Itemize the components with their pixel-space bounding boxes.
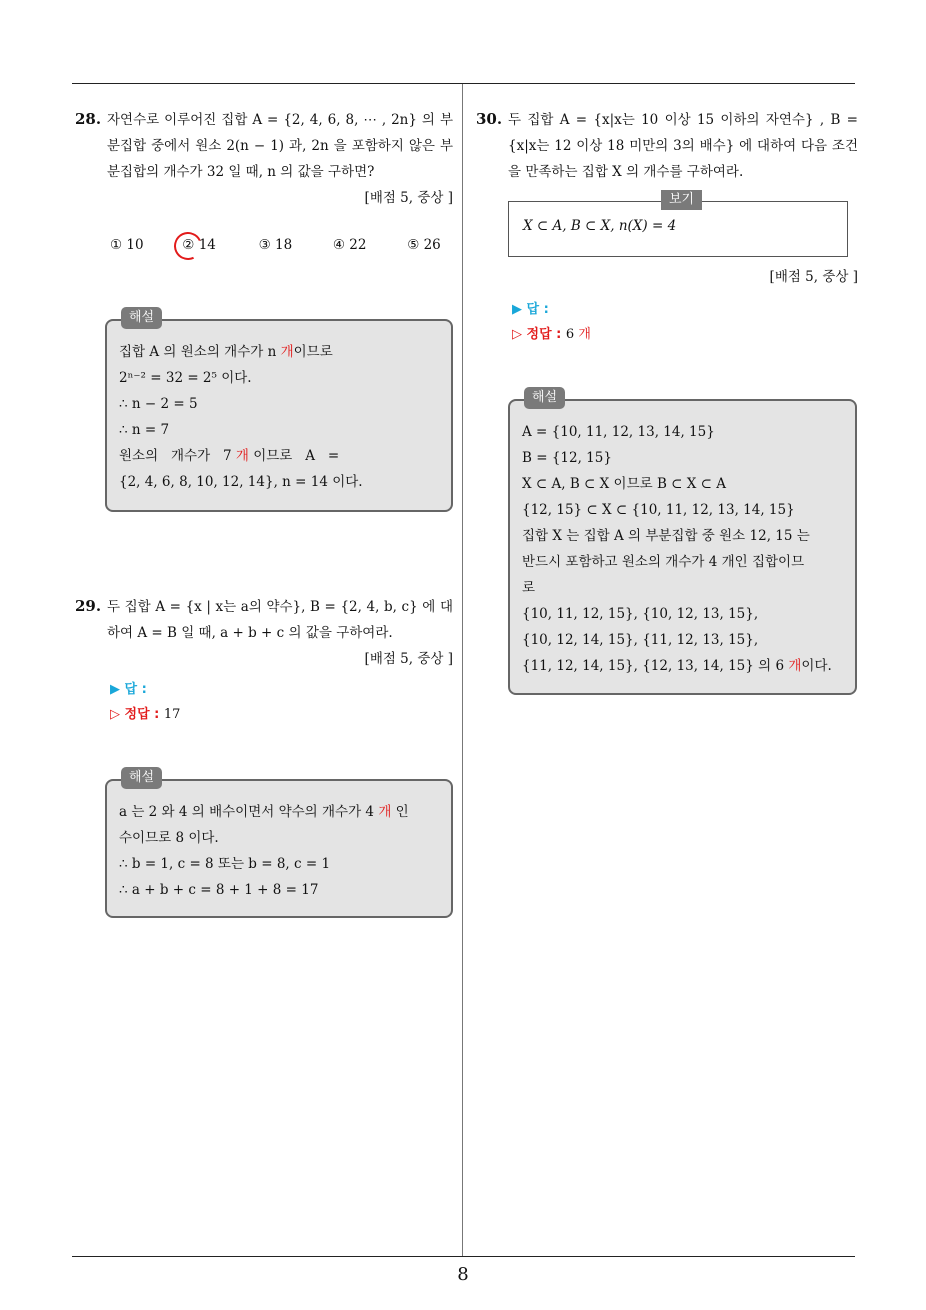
question-text: 두 집합 A = {x | x는 a의 약수}, B = {2, 4, b, c} 에 대하여 A = B 일 때, a + b + c 의 값을 구하여라. [107, 599, 453, 641]
solution-line: 집합 X 는 집합 A 의 부분집합 중 원소 12, 15 는 [522, 528, 810, 544]
question-number: 30. [476, 110, 503, 128]
answer-label: ▶ 답 : [110, 682, 147, 697]
solution-tag: 해설 [524, 387, 565, 409]
solution-box-29 [105, 770, 453, 918]
solution-line: ∴ b = 1, c = 8 또는 b = 8, c = 1 [119, 856, 331, 872]
solution-line: ∴ n = 7 [119, 422, 170, 438]
solution-line: {12, 15} ⊂ X ⊂ {10, 11, 12, 13, 14, 15} [522, 502, 795, 518]
question-number: 28. [75, 110, 102, 128]
choice-5[interactable]: ⑤ 26 [407, 237, 441, 253]
solution-line: {10, 11, 12, 15}, {10, 12, 13, 15}, [522, 606, 759, 622]
solution-line: ∴ a + b + c = 8 + 1 + 8 = 17 [119, 882, 319, 898]
answer-choices [110, 237, 441, 253]
solution-line: 수이므로 8 이다. [119, 830, 219, 846]
answer-label: ▶ 답 : [512, 302, 549, 317]
column-divider [462, 84, 463, 1257]
condition-tag: 보기 [661, 190, 702, 210]
solution-line: 반드시 포함하고 원소의 개수가 4 개인 집합이므 [522, 554, 805, 570]
solution-line: {11, 12, 14, 15}, {12, 13, 14, 15} 의 6 개이다. [522, 658, 832, 674]
question-text: 두 집합 A = {x|x는 10 이상 15 이하의 자연수} , B = {x|x는 12 이상 18 미만의 3의 배수} 에 대하여 다음 조건을 만족하는 집합 X 의 개수를 구하여라. [508, 112, 858, 180]
score-30 [476, 264, 858, 290]
bottom-rule [72, 1256, 855, 1257]
answer-block-29 [110, 678, 180, 722]
solution-line: 집합 A 의 원소의 개수가 n 개이므로 [119, 344, 333, 360]
solution-tag: 해설 [121, 307, 162, 329]
question-29 [75, 593, 453, 672]
condition-box [508, 192, 848, 257]
question-text: 자연수로 이루어진 집합 A = {2, 4, 6, 8, ⋯ , 2n} 의 부분집합 중에서 원소 2(n − 1) 과, 2n 을 포함하지 않은 부분집합의 개수가 32 일 때, n 의 값을 구하면? [107, 112, 453, 180]
solution-box-28 [105, 310, 453, 512]
solution-line: 2ⁿ⁻² = 32 = 2⁵ 이다. [119, 370, 252, 386]
question-30 [476, 106, 858, 185]
solution-line: {10, 12, 14, 15}, {11, 12, 13, 15}, [522, 632, 759, 648]
solution-line: a 는 2 와 4 의 배수이면서 약수의 개수가 4 개 인 [119, 804, 409, 820]
solution-tag: 해설 [121, 767, 162, 789]
selected-answer-circle [170, 228, 206, 264]
choice-2[interactable]: ② 14 [182, 237, 216, 253]
choice-3[interactable]: ③ 18 [258, 237, 293, 253]
solution-line: {2, 4, 6, 8, 10, 12, 14}, n = 14 이다. [119, 474, 363, 490]
answer-block-30 [512, 298, 591, 342]
choice-4[interactable]: ④ 22 [332, 237, 367, 253]
solution-box-30 [508, 390, 857, 695]
score-label: [배점 5, 중상 ] [769, 269, 858, 285]
condition-text: X ⊂ A, B ⊂ X, n(X) = 4 [523, 218, 677, 234]
question-number: 29. [75, 597, 102, 615]
correct-answer: ▷ 정답 : 17 [110, 707, 181, 722]
question-28 [75, 106, 453, 211]
solution-line: A = {10, 11, 12, 13, 14, 15} [522, 424, 715, 440]
score-label: [배점 5, 중상 ] [364, 651, 453, 667]
top-rule [72, 83, 855, 84]
choice-1[interactable]: ① 10 [110, 237, 144, 253]
solution-line: ∴ n − 2 = 5 [119, 396, 198, 412]
correct-answer: ▷ 정답 : 6 개 [512, 327, 591, 342]
solution-line: X ⊂ A, B ⊂ X 이므로 B ⊂ X ⊂ A [522, 476, 727, 492]
solution-line: 원소의 개수가 7 개 이므로 A = [119, 448, 340, 464]
score-label: [배점 5, 중상 ] [364, 190, 453, 206]
solution-line: 로 [522, 580, 536, 596]
page-number: 8 [457, 1264, 469, 1285]
solution-line: B = {12, 15} [522, 450, 612, 466]
